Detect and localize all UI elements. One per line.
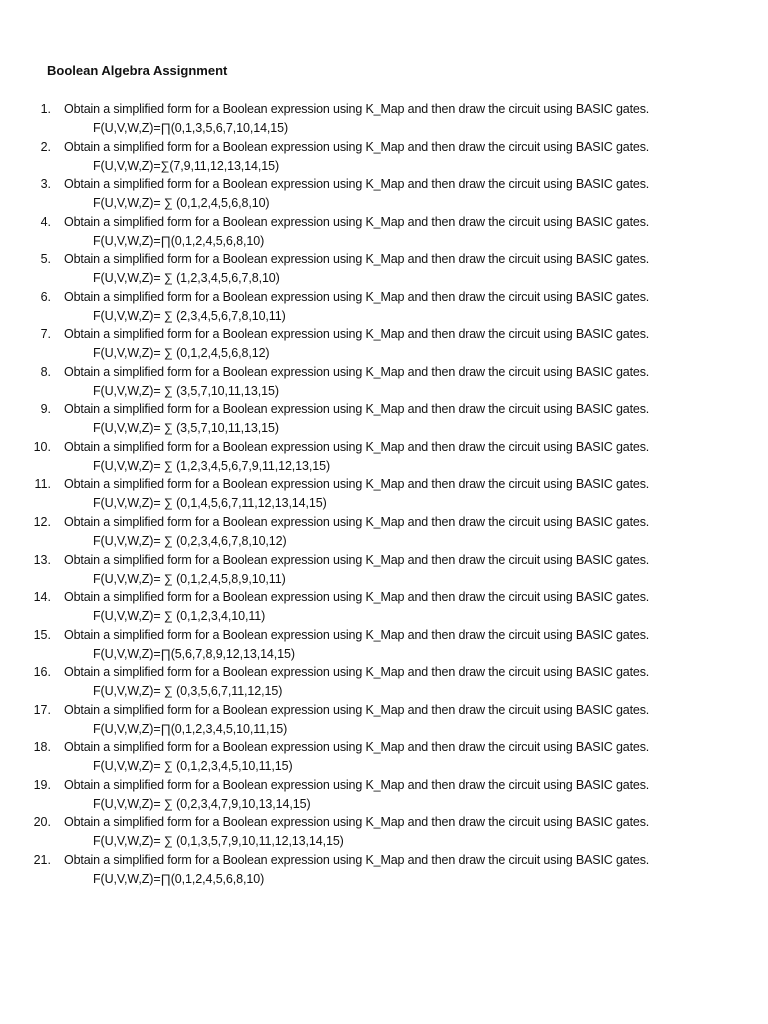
question-item: [0, 551, 768, 589]
question-number: 20.: [33, 815, 51, 830]
question-text: Obtain a simplified form for a Boolean expression using K_Map and then draw the circuit using BASIC gates.: [64, 815, 650, 830]
question-text: Obtain a simplified form for a Boolean expression using K_Map and then draw the circuit using BASIC gates.: [64, 740, 650, 755]
boolean-expression: F(U,V,W,Z)= ∑ (1,2,3,4,5,6,7,8,10): [93, 271, 280, 286]
question-text: Obtain a simplified form for a Boolean expression using K_Map and then draw the circuit using BASIC gates.: [64, 515, 650, 530]
question-number: 3.: [40, 177, 51, 192]
question-number: 12.: [33, 515, 51, 530]
question-text: Obtain a simplified form for a Boolean expression using K_Map and then draw the circuit using BASIC gates.: [64, 177, 650, 192]
boolean-expression: F(U,V,W,Z)=∏(0,1,2,3,4,5,10,11,15): [93, 721, 288, 736]
question-number: 4.: [40, 214, 51, 229]
boolean-expression: F(U,V,W,Z)=∏(0,1,2,4,5,6,8,10): [93, 233, 265, 248]
boolean-expression: F(U,V,W,Z)= ∑ (0,1,2,4,5,8,9,10,11): [93, 571, 286, 586]
question-text: Obtain a simplified form for a Boolean expression using K_Map and then draw the circuit using BASIC gates.: [64, 777, 650, 792]
boolean-expression: F(U,V,W,Z)=∏(5,6,7,8,9,12,13,14,15): [93, 646, 295, 661]
question-text: Obtain a simplified form for a Boolean expression using K_Map and then draw the circuit using BASIC gates.: [64, 139, 650, 154]
question-item: [0, 701, 768, 739]
question-item: [0, 776, 768, 814]
question-item: [0, 175, 768, 213]
question-number: 11.: [34, 477, 51, 492]
question-text: Obtain a simplified form for a Boolean expression using K_Map and then draw the circuit using BASIC gates.: [64, 214, 650, 229]
question-number: 15.: [33, 627, 51, 642]
question-text: Obtain a simplified form for a Boolean expression using K_Map and then draw the circuit using BASIC gates.: [64, 252, 650, 267]
question-number: 5.: [40, 252, 51, 267]
question-text: Obtain a simplified form for a Boolean expression using K_Map and then draw the circuit using BASIC gates.: [64, 852, 650, 867]
boolean-expression: F(U,V,W,Z)=∑(7,9,11,12,13,14,15): [93, 158, 280, 173]
boolean-expression: F(U,V,W,Z)= ∑ (0,2,3,4,6,7,8,10,12): [93, 534, 287, 549]
question-text: Obtain a simplified form for a Boolean expression using K_Map and then draw the circuit using BASIC gates.: [64, 665, 650, 680]
question-text: Obtain a simplified form for a Boolean expression using K_Map and then draw the circuit using BASIC gates.: [64, 327, 650, 342]
question-item: [0, 213, 768, 251]
question-text: Obtain a simplified form for a Boolean expression using K_Map and then draw the circuit using BASIC gates.: [64, 364, 650, 379]
question-number: 18.: [33, 740, 51, 755]
question-text: Obtain a simplified form for a Boolean expression using K_Map and then draw the circuit using BASIC gates.: [64, 552, 650, 567]
boolean-expression: F(U,V,W,Z)= ∑ (0,3,5,6,7,11,12,15): [93, 684, 283, 699]
question-number: 14.: [33, 590, 51, 605]
question-number: 10.: [33, 439, 51, 454]
question-number: 16.: [33, 665, 51, 680]
question-item: [0, 813, 768, 851]
boolean-expression: F(U,V,W,Z)= ∑ (0,1,3,5,7,9,10,11,12,13,14,15): [93, 834, 344, 849]
question-text: Obtain a simplified form for a Boolean expression using K_Map and then draw the circuit using BASIC gates.: [64, 590, 650, 605]
question-text: Obtain a simplified form for a Boolean expression using K_Map and then draw the circuit using BASIC gates.: [64, 102, 650, 116]
boolean-expression: F(U,V,W,Z)= ∑ (0,1,2,4,5,6,8,10): [93, 196, 270, 211]
boolean-expression: F(U,V,W,Z)= ∑ (2,3,4,5,6,7,8,10,11): [93, 308, 286, 323]
boolean-expression: F(U,V,W,Z)=∏(0,1,2,4,5,6,8,10): [93, 871, 265, 886]
question-item: [0, 288, 768, 326]
boolean-expression: F(U,V,W,Z)= ∑ (0,1,2,3,4,5,10,11,15): [93, 759, 293, 774]
question-text: Obtain a simplified form for a Boolean expression using K_Map and then draw the circuit using BASIC gates.: [64, 702, 650, 717]
question-text: Obtain a simplified form for a Boolean expression using K_Map and then draw the circuit using BASIC gates.: [64, 402, 650, 417]
question-number: 9.: [40, 402, 51, 417]
question-item: [0, 400, 768, 438]
question-number: 1.: [40, 102, 51, 116]
document-title: Boolean Algebra Assignment: [47, 63, 228, 78]
question-number: 21.: [33, 852, 51, 867]
question-number: 17.: [33, 702, 51, 717]
question-item: [0, 663, 768, 701]
question-item: [0, 438, 768, 476]
question-number: 8.: [40, 364, 51, 379]
question-number: 6.: [40, 289, 51, 304]
question-item: [0, 138, 768, 176]
question-text: Obtain a simplified form for a Boolean expression using K_Map and then draw the circuit using BASIC gates.: [64, 439, 650, 454]
boolean-expression: F(U,V,W,Z)= ∑ (1,2,3,4,5,6,7,9,11,12,13,15): [93, 458, 331, 473]
boolean-expression: F(U,V,W,Z)= ∑ (0,2,3,4,7,9,10,13,14,15): [93, 796, 311, 811]
question-number: 19.: [33, 777, 51, 792]
question-item: [0, 588, 768, 626]
question-number: 7.: [40, 327, 51, 342]
boolean-expression: F(U,V,W,Z)= ∑ (0,1,4,5,6,7,11,12,13,14,15): [93, 496, 327, 511]
question-list: [0, 100, 768, 888]
question-text: Obtain a simplified form for a Boolean expression using K_Map and then draw the circuit using BASIC gates.: [64, 627, 650, 642]
question-number: 2.: [40, 139, 51, 154]
boolean-expression: F(U,V,W,Z)= ∑ (0,1,2,3,4,10,11): [93, 609, 266, 624]
boolean-expression: F(U,V,W,Z)=∏(0,1,3,5,6,7,10,14,15): [93, 121, 289, 135]
question-text: Obtain a simplified form for a Boolean expression using K_Map and then draw the circuit using BASIC gates.: [64, 289, 650, 304]
question-number: 13.: [33, 552, 51, 567]
question-item: [0, 626, 768, 664]
boolean-expression: F(U,V,W,Z)= ∑ (0,1,2,4,5,6,8,12): [93, 346, 270, 361]
question-item: [0, 325, 768, 363]
question-text: Obtain a simplified form for a Boolean expression using K_Map and then draw the circuit using BASIC gates.: [64, 477, 650, 492]
question-item: [0, 100, 768, 138]
question-item: [0, 851, 768, 889]
boolean-expression: F(U,V,W,Z)= ∑ (3,5,7,10,11,13,15): [93, 421, 279, 436]
question-item: [0, 475, 768, 513]
boolean-expression: F(U,V,W,Z)= ∑ (3,5,7,10,11,13,15): [93, 383, 279, 398]
question-item: [0, 250, 768, 288]
question-item: [0, 363, 768, 401]
question-item: [0, 513, 768, 551]
question-item: [0, 738, 768, 776]
